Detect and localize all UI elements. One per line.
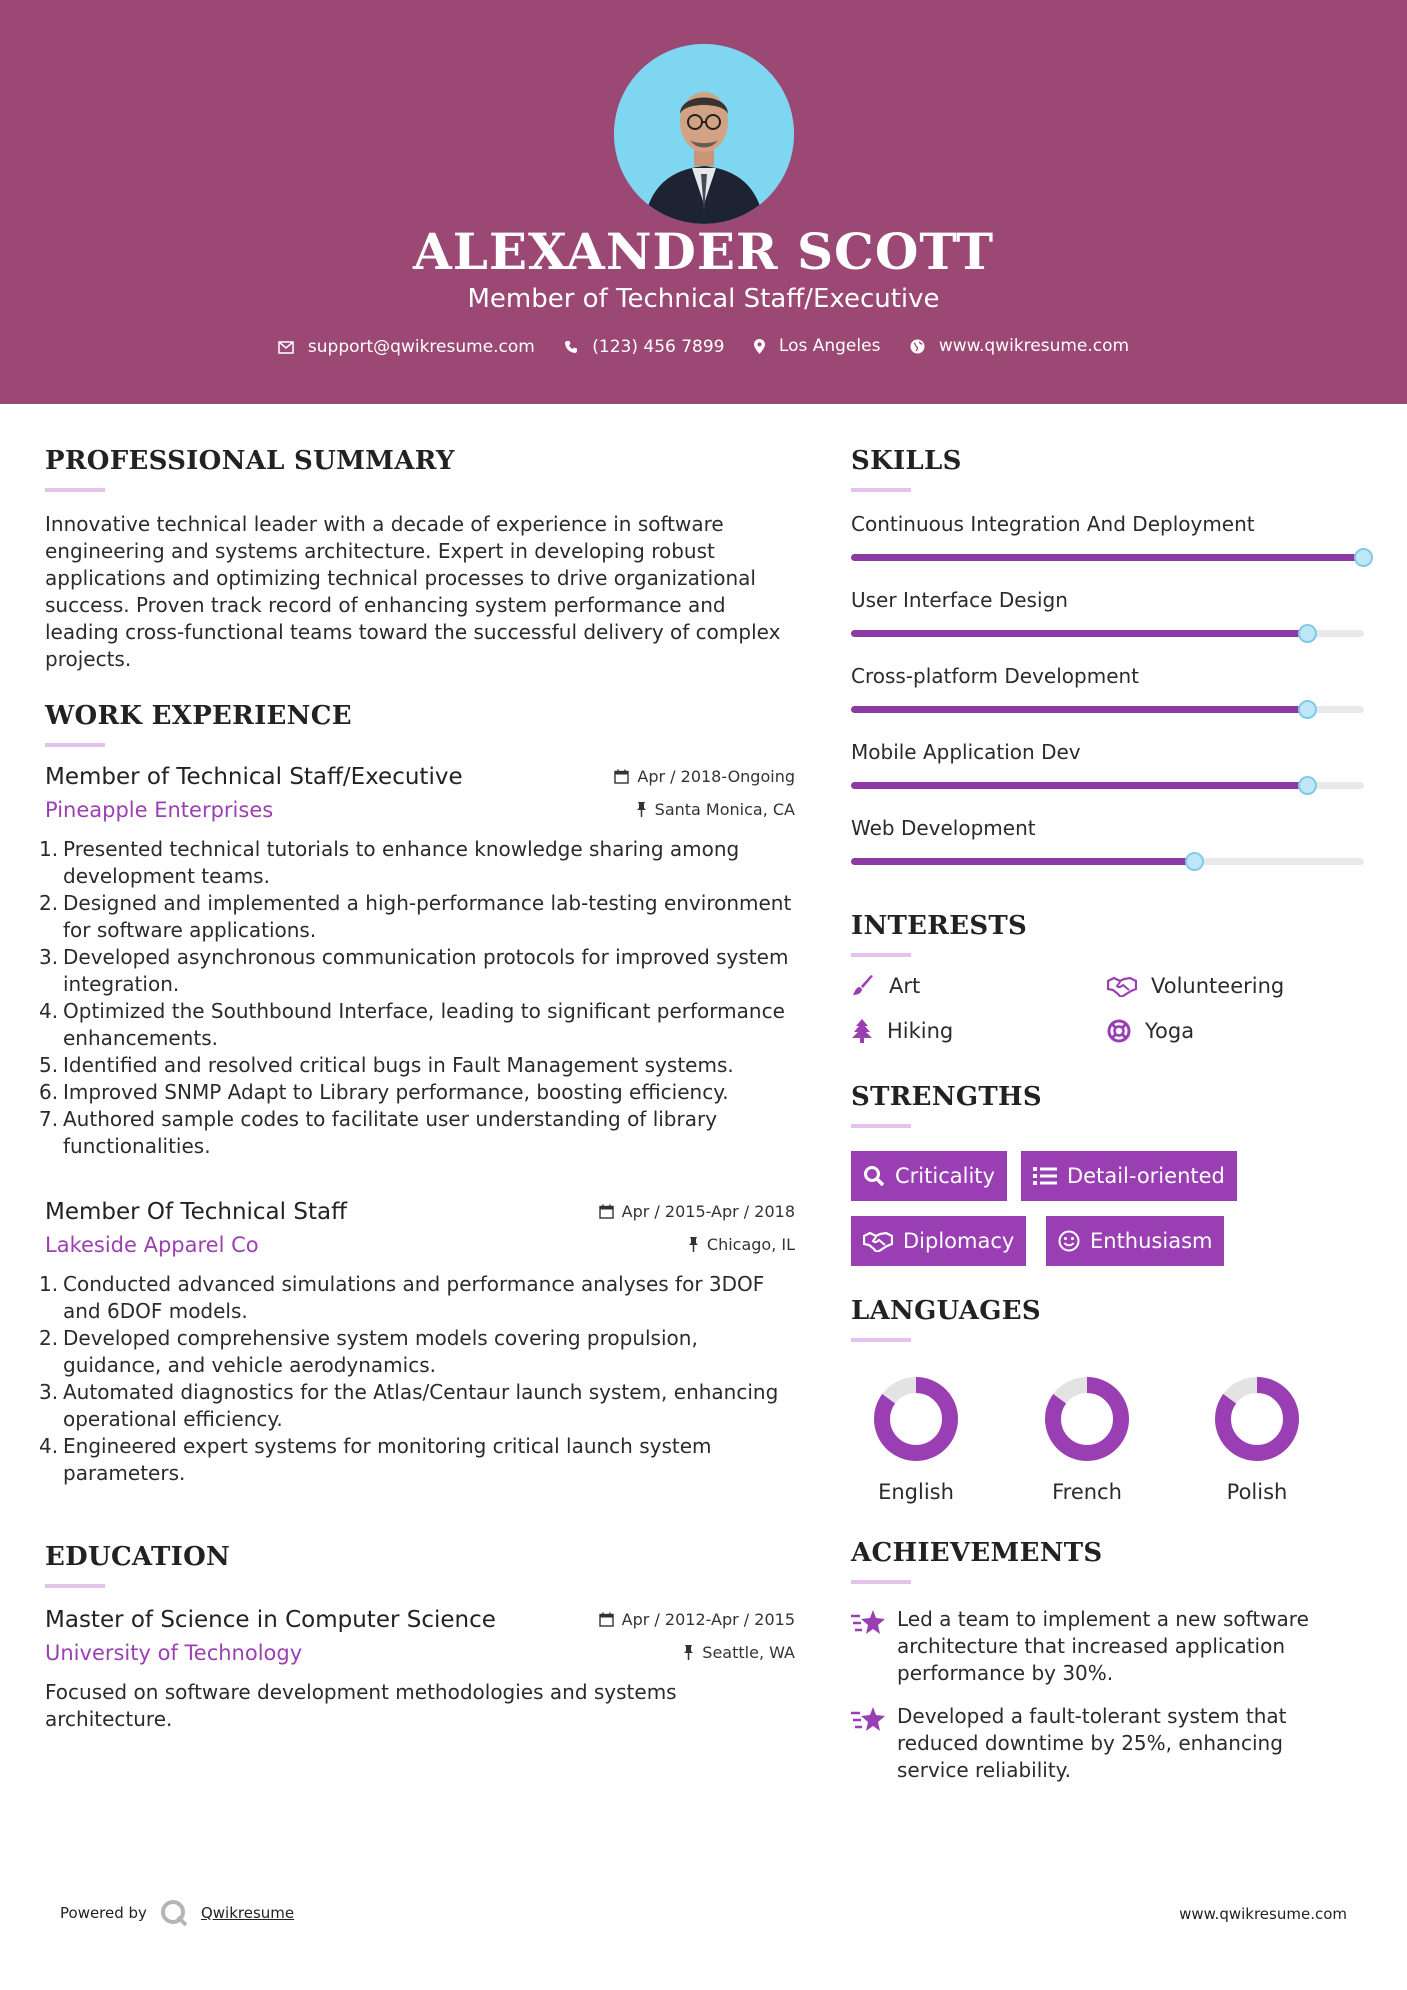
- list-item: 6. Improved SNMP Adapt to Library performance, boosting efficiency.: [39, 1080, 729, 1104]
- list-item: 4. Engineered expert systems for monitoring critical launch system parameters.: [39, 1434, 712, 1485]
- footer-website[interactable]: www.qwikresume.com: [1179, 1905, 1347, 1923]
- calendar-icon: [599, 1204, 614, 1219]
- qwikresume-logo-icon: [159, 1898, 189, 1928]
- strength-chip: [851, 1151, 1007, 1201]
- skill-name: User Interface Design: [851, 588, 1068, 612]
- section-divider: [851, 953, 911, 957]
- shooting-star-icon: [851, 1705, 887, 1733]
- language-item: [1192, 1374, 1322, 1504]
- language-level-ring: [871, 1374, 961, 1464]
- tree-icon: [851, 1019, 873, 1043]
- contact-phone[interactable]: [564, 337, 724, 357]
- interests-section: [851, 911, 1371, 957]
- skill-level-bar: [851, 706, 1364, 713]
- languages-heading: LANGUAGES: [851, 1296, 1041, 1326]
- lifering-icon: [1107, 1019, 1131, 1043]
- smile-icon: [1058, 1230, 1080, 1252]
- interest-item-yoga: [1107, 1019, 1194, 1043]
- education-dates-text: Apr / 2012-Apr / 2015: [621, 1610, 795, 1629]
- language-name: Polish: [1226, 1480, 1288, 1504]
- education-dates: [599, 1610, 795, 1629]
- candidate-title: Member of Technical Staff/Executive: [467, 284, 940, 314]
- skills-section: [851, 446, 1371, 492]
- section-divider: [851, 1124, 911, 1128]
- list-item: 3. Developed asynchronous communication protocols for improved system integration.: [39, 945, 789, 996]
- skill-level-knob: [1298, 624, 1317, 643]
- globe-icon: [910, 339, 925, 354]
- contact-location: [754, 336, 881, 356]
- education-location: [683, 1643, 795, 1662]
- degree-title: Master of Science in Computer Science: [45, 1607, 496, 1633]
- list-item: 5. Identified and resolved critical bugs in Fault Management systems.: [39, 1053, 734, 1077]
- job-location-text: Santa Monica, CA: [654, 800, 795, 819]
- strength-chip: [1046, 1216, 1224, 1266]
- strengths-section: [851, 1082, 1371, 1128]
- skill-name: Mobile Application Dev: [851, 740, 1081, 764]
- duties-list: [39, 836, 795, 1160]
- job-company: Pineapple Enterprises: [45, 798, 274, 822]
- interest-item-volunteering: [1107, 974, 1284, 998]
- language-name: French: [1052, 1480, 1122, 1504]
- job-dates: [599, 1202, 795, 1221]
- contact-email[interactable]: [278, 337, 535, 357]
- job-entry: [39, 764, 795, 1160]
- shooting-star-icon: [851, 1608, 887, 1636]
- skills-heading: SKILLS: [851, 446, 962, 476]
- skill-name: Web Development: [851, 816, 1036, 840]
- contact-location-text: Los Angeles: [778, 336, 881, 356]
- section-divider: [45, 1584, 105, 1588]
- calendar-icon: [614, 769, 629, 784]
- skill-level-bar: [851, 630, 1364, 637]
- achievements-section: [851, 1538, 1371, 1584]
- qwikresume-link[interactable]: Qwikresume: [200, 1904, 295, 1922]
- handshake-icon: [1107, 975, 1137, 997]
- achievement-item: [851, 1703, 1371, 1784]
- interest-label: Yoga: [1145, 1019, 1195, 1043]
- section-divider: [851, 1338, 911, 1342]
- duties-list: [39, 1271, 785, 1487]
- strength-chip: [1021, 1151, 1237, 1201]
- languages-section: [851, 1296, 1371, 1342]
- list-item: 3. Automated diagnostics for the Atlas/Centaur launch system, enhancing operational efficiency.: [39, 1380, 779, 1431]
- list-item: 2. Designed and implemented a high-performance lab-testing environment for software applications.: [39, 891, 792, 942]
- phone-icon: [564, 340, 578, 354]
- powered-by-text: Powered by: [60, 1904, 147, 1922]
- job-entry: [39, 1199, 795, 1487]
- achievement-text: Led a team to implement a new software architecture that increased application performance by 30%.: [897, 1607, 1309, 1685]
- summary-section: [45, 446, 795, 673]
- calendar-icon: [599, 1612, 614, 1627]
- envelope-icon: [278, 341, 294, 354]
- resume-header: [0, 0, 1407, 404]
- job-location: [636, 800, 795, 819]
- section-divider: [851, 1580, 911, 1584]
- skill-item: [851, 588, 1364, 637]
- section-divider: [851, 488, 911, 492]
- section-divider: [45, 743, 105, 747]
- skill-level-knob: [1185, 852, 1204, 871]
- candidate-name: ALEXANDER SCOTT: [412, 222, 995, 281]
- experience-heading: WORK EXPERIENCE: [45, 701, 352, 731]
- strength-chip: [851, 1216, 1026, 1266]
- school-name: University of Technology: [45, 1641, 303, 1665]
- job-dates: [614, 767, 795, 786]
- experience-section: [45, 701, 795, 747]
- language-level-ring: [1042, 1374, 1132, 1464]
- skill-name: Cross-platform Development: [851, 664, 1140, 688]
- contact-email-text: support@qwikresume.com: [307, 337, 535, 357]
- education-heading: EDUCATION: [45, 1542, 231, 1572]
- skill-level-bar: [851, 554, 1364, 561]
- interest-label: Hiking: [887, 1019, 954, 1043]
- contact-website[interactable]: [910, 336, 1129, 356]
- list-item: 1. Presented technical tutorials to enhance knowledge sharing among development teams.: [39, 837, 740, 888]
- interest-label: Art: [889, 974, 921, 998]
- strengths-heading: STRENGTHS: [851, 1082, 1042, 1112]
- skill-item: [851, 664, 1364, 713]
- job-location-text: Chicago, IL: [706, 1235, 795, 1254]
- list-item: 7. Authored sample codes to facilitate user understanding of library functionalities.: [39, 1107, 718, 1158]
- skill-item: [851, 512, 1364, 561]
- skill-level-fill: [851, 858, 1195, 865]
- list-icon: [1033, 1166, 1057, 1186]
- map-marker-icon: [754, 339, 765, 354]
- section-divider: [45, 488, 105, 492]
- list-item: 2. Developed comprehensive system models covering propulsion, guidance, and vehicle aerodynamics.: [39, 1326, 698, 1377]
- education-description: Focused on software development methodologies and systems architecture.: [45, 1680, 677, 1731]
- footer-powered-by: [60, 1898, 294, 1928]
- job-location: [688, 1235, 795, 1254]
- skill-level-fill: [851, 554, 1364, 561]
- language-item: [1022, 1374, 1152, 1504]
- skill-name: Continuous Integration And Deployment: [851, 512, 1255, 536]
- skill-level-fill: [851, 630, 1308, 637]
- achievement-item: [851, 1606, 1371, 1687]
- skill-level-fill: [851, 782, 1308, 789]
- job-dates-text: Apr / 2018-Ongoing: [637, 767, 795, 786]
- interests-heading: INTERESTS: [851, 911, 1028, 941]
- strength-label: Criticality: [895, 1164, 995, 1188]
- education-location-text: Seattle, WA: [702, 1643, 795, 1662]
- skill-item: [851, 740, 1364, 789]
- list-item: 4. Optimized the Southbound Interface, leading to significant performance enhancements.: [39, 999, 785, 1050]
- language-name: English: [878, 1480, 954, 1504]
- search-icon: [863, 1165, 885, 1187]
- pushpin-icon: [683, 1645, 694, 1660]
- strength-label: Diplomacy: [903, 1229, 1015, 1253]
- pushpin-icon: [688, 1237, 699, 1252]
- education-section: [45, 1542, 795, 1733]
- summary-text: Innovative technical leader with a decade of experience in software engineering and systems architecture. Expert in developing robust applications and optimizing technical processes to drive organizational success. Proven track record of enhancing system performance and leading cross-functional teams toward the successful delivery of complex projects.: [45, 512, 781, 671]
- strength-label: Detail-oriented: [1067, 1164, 1225, 1188]
- strength-label: Enthusiasm: [1090, 1229, 1213, 1253]
- contact-phone-text: (123) 456 7899: [592, 336, 725, 357]
- skill-level-bar: [851, 782, 1364, 789]
- interest-item-art: [851, 974, 920, 998]
- language-item: [851, 1374, 981, 1504]
- profile-photo: [614, 44, 794, 224]
- language-level-ring: [1212, 1374, 1302, 1464]
- achievement-text: Developed a fault-tolerant system that reduced downtime by 25%, enhancing service reliability.: [897, 1704, 1287, 1782]
- interest-label: Volunteering: [1151, 974, 1285, 998]
- pushpin-icon: [636, 802, 647, 817]
- list-item: 1. Conducted advanced simulations and performance analyses for 3DOF and 6DOF models.: [39, 1272, 765, 1323]
- skill-level-knob: [1298, 700, 1317, 719]
- skill-item: [851, 816, 1364, 865]
- contact-bar: [0, 336, 1407, 359]
- summary-heading: PROFESSIONAL SUMMARY: [45, 446, 455, 476]
- achievements-heading: ACHIEVEMENTS: [851, 1538, 1103, 1568]
- skill-level-knob: [1298, 776, 1317, 795]
- person-photo-icon: [614, 44, 794, 224]
- paintbrush-icon: [851, 974, 875, 998]
- job-title: Member of Technical Staff/Executive: [45, 764, 463, 790]
- interest-item-hiking: [851, 1019, 953, 1043]
- skill-level-fill: [851, 706, 1308, 713]
- skill-level-knob: [1354, 548, 1373, 567]
- job-company: Lakeside Apparel Co: [45, 1233, 259, 1257]
- handshake-icon: [863, 1230, 893, 1252]
- skill-level-bar: [851, 858, 1364, 865]
- contact-website-text: www.qwikresume.com: [938, 336, 1130, 356]
- job-dates-text: Apr / 2015-Apr / 2018: [621, 1202, 795, 1221]
- job-title: Member Of Technical Staff: [45, 1199, 347, 1225]
